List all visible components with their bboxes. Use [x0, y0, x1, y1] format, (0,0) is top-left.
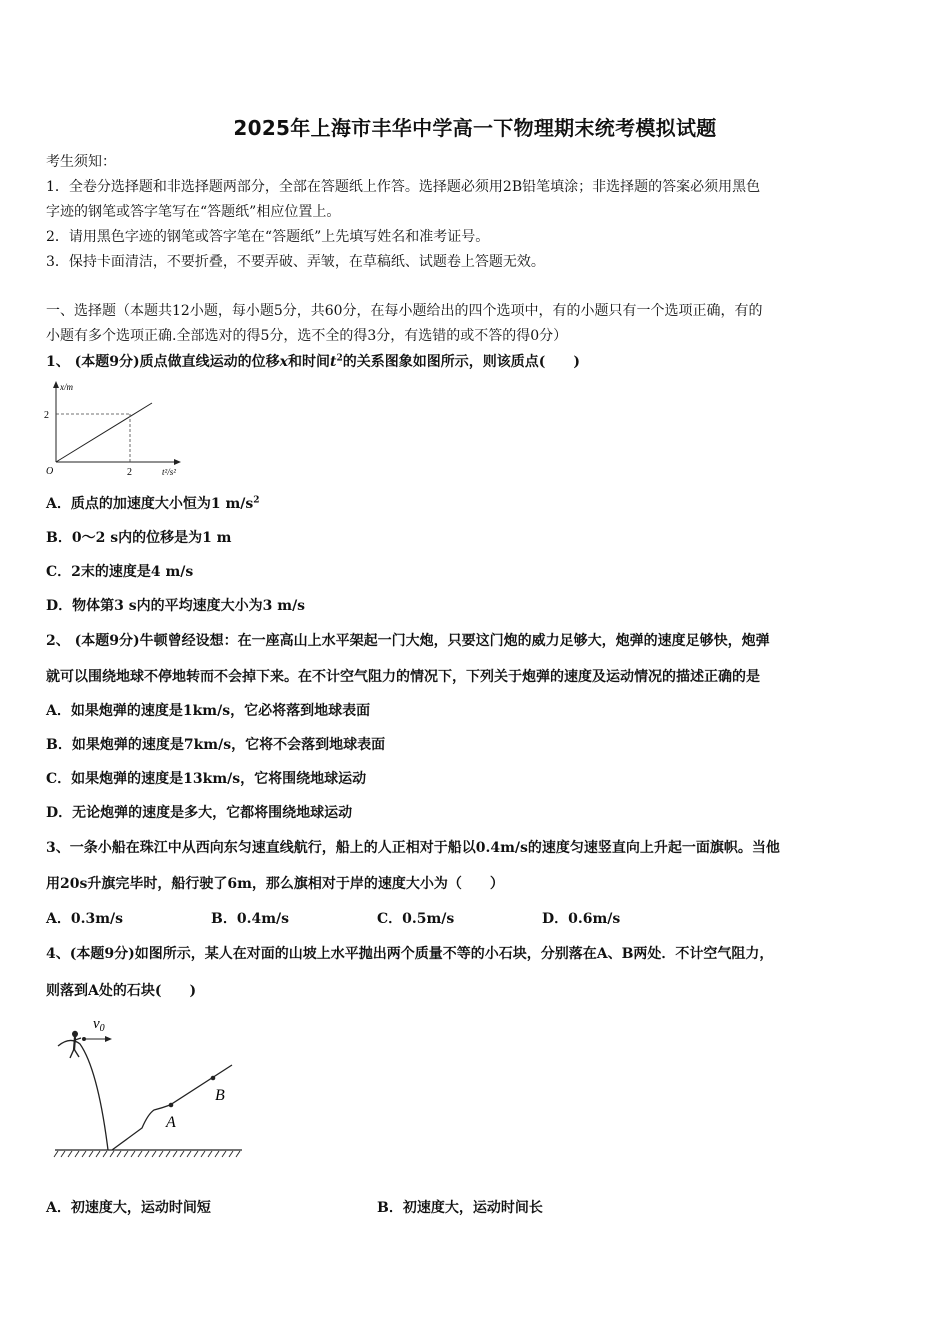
q4-option-b: B．初速度大，运动时间长 [377, 1200, 543, 1216]
q1-var-t: t [329, 354, 337, 370]
q4-v0-arrowhead [105, 1036, 112, 1042]
q1-option-b: B．0～2 s内的位移是为1 m [46, 530, 232, 546]
section-header-line1: 一、选择题（本题共12小题，每小题5分，共60分，在每小题给出的四个选项中，有的小题只有一个选项正确，有的 [46, 303, 763, 319]
q4-v0-label [93, 1016, 105, 1034]
q2-option-a: A．如果炮弹的速度是1km/s，它必将落到地球表面 [46, 703, 371, 719]
notice-item-1: 1．全卷分选择题和非选择题两部分，全部在答题纸上作答。选择题必须用2B铅笔填涂；非选择题的答案必须用黑色 [46, 179, 761, 195]
q1-graph-x-arrow [174, 459, 181, 465]
section-header-line2: 小题有多个选项正确.全部选对的得5分，选不全的得3分，有选错的或不答的得0分） [46, 328, 568, 344]
q1-stem-suffix: 的关系图象如图所示，则该质点( ) [342, 354, 580, 370]
q1-xt-graph [40, 378, 200, 478]
q2-option-c: C．如果炮弹的速度是13km/s，它将围绕地球运动 [46, 771, 367, 787]
q1-graph-origin: O [46, 466, 54, 477]
q4-point-b-dot [211, 1076, 216, 1081]
q4-point-a-label: A [166, 1114, 176, 1131]
q1-var-x: x [279, 354, 288, 370]
notice-item-2: 2．请用黑色字迹的钢笔或答字笔在“答题纸”上先填写姓名和准考证号。 [46, 229, 490, 245]
q4-v0-label-sub: 0 [99, 1023, 105, 1034]
q1-graph-line [56, 403, 152, 462]
q3-stem-line2: 用20s升旗完毕时，船行驶了6m，那么旗相对于岸的速度大小为（ ） [46, 876, 504, 892]
q1-stem [46, 352, 580, 372]
q1-option-c: C．2末的速度是4 m/s [46, 564, 194, 580]
q4-stone [82, 1037, 86, 1041]
q3-option-a: A．0.3m/s [46, 911, 124, 927]
q3-option-c: C．0.5m/s [377, 911, 455, 927]
q1-graph-y-arrow [53, 381, 59, 388]
notice-heading: 考生须知： [46, 154, 116, 170]
q4-point-b-label: B [215, 1087, 225, 1104]
q2-option-b: B．如果炮弹的速度是7km/s，它将不会落到地球表面 [46, 737, 386, 753]
q3-option-b: B．0.4m/s [211, 911, 289, 927]
q4-ground-hatch [54, 1151, 240, 1157]
q4-stem-line2: 则落到A处的石块( ) [46, 983, 197, 999]
q1-stem-mid: 和时间 [287, 354, 330, 370]
q4-point-a-dot [169, 1103, 174, 1108]
q4-left-cliff [58, 1040, 108, 1150]
q1-graph-y-tick: 2 [44, 410, 49, 421]
page-title: 2025年上海市丰华中学高一下物理期末统考模拟试题 [233, 116, 717, 140]
q1-graph-y-label: x/m [60, 382, 73, 392]
q1-graph-x-tick: 2 [127, 467, 132, 478]
q4-option-a: A．初速度大，运动时间短 [46, 1200, 211, 1216]
q1-stem-prefix: 1、 (本题9分)质点做直线运动的位移 [46, 354, 280, 370]
q1-option-a-text: A．质点的加速度大小恒为1 m/s [46, 496, 254, 512]
q1-graph-x-label: t²/s² [162, 467, 176, 477]
q4-thrower-person [70, 1031, 81, 1058]
q3-stem-line1: 3、一条小船在珠江中从西向东匀速直线航行，船上的人正相对于船以0.4m/s的速度匀速竖直向上升起一面旗帜。当他 [46, 840, 780, 856]
notice-item-1-cont: 字迹的钢笔或答字笔写在“答题纸”相应位置上。 [46, 204, 341, 220]
q1-option-a [46, 494, 260, 514]
q2-option-d: D．无论炮弹的速度是多大，它都将围绕地球运动 [46, 805, 353, 821]
q2-stem-line1: 2、 (本题9分)牛顿曾经设想：在一座高山上水平架起一门大炮，只要这门炮的威力足够大，炮弹的速度足够快，炮弹 [46, 633, 770, 649]
q4-stem-line1: 4、(本题9分)如图所示，某人在对面的山坡上水平抛出两个质量不等的小石块，分别落在A、B两处．不计空气阻力， [46, 946, 774, 962]
q1-option-a-sup: 2 [253, 495, 260, 506]
notice-item-3: 3．保持卡面清洁，不要折叠，不要弄破、弄皱，在草稿纸、试题卷上答题无效。 [46, 254, 545, 270]
q1-option-d: D．物体第3 s内的平均速度大小为3 m/s [46, 598, 306, 614]
q1-var-t-sup: 2 [336, 353, 343, 364]
q3-option-d: D．0.6m/s [542, 911, 621, 927]
q2-stem-line2: 就可以围绕地球不停地转而不会掉下来。在不计空气阻力的情况下，下列关于炮弹的速度及运动情况的描述正确的是 [46, 669, 760, 685]
q4-slope-figure [50, 1010, 250, 1160]
q4-v0-label-v: v [93, 1016, 100, 1032]
